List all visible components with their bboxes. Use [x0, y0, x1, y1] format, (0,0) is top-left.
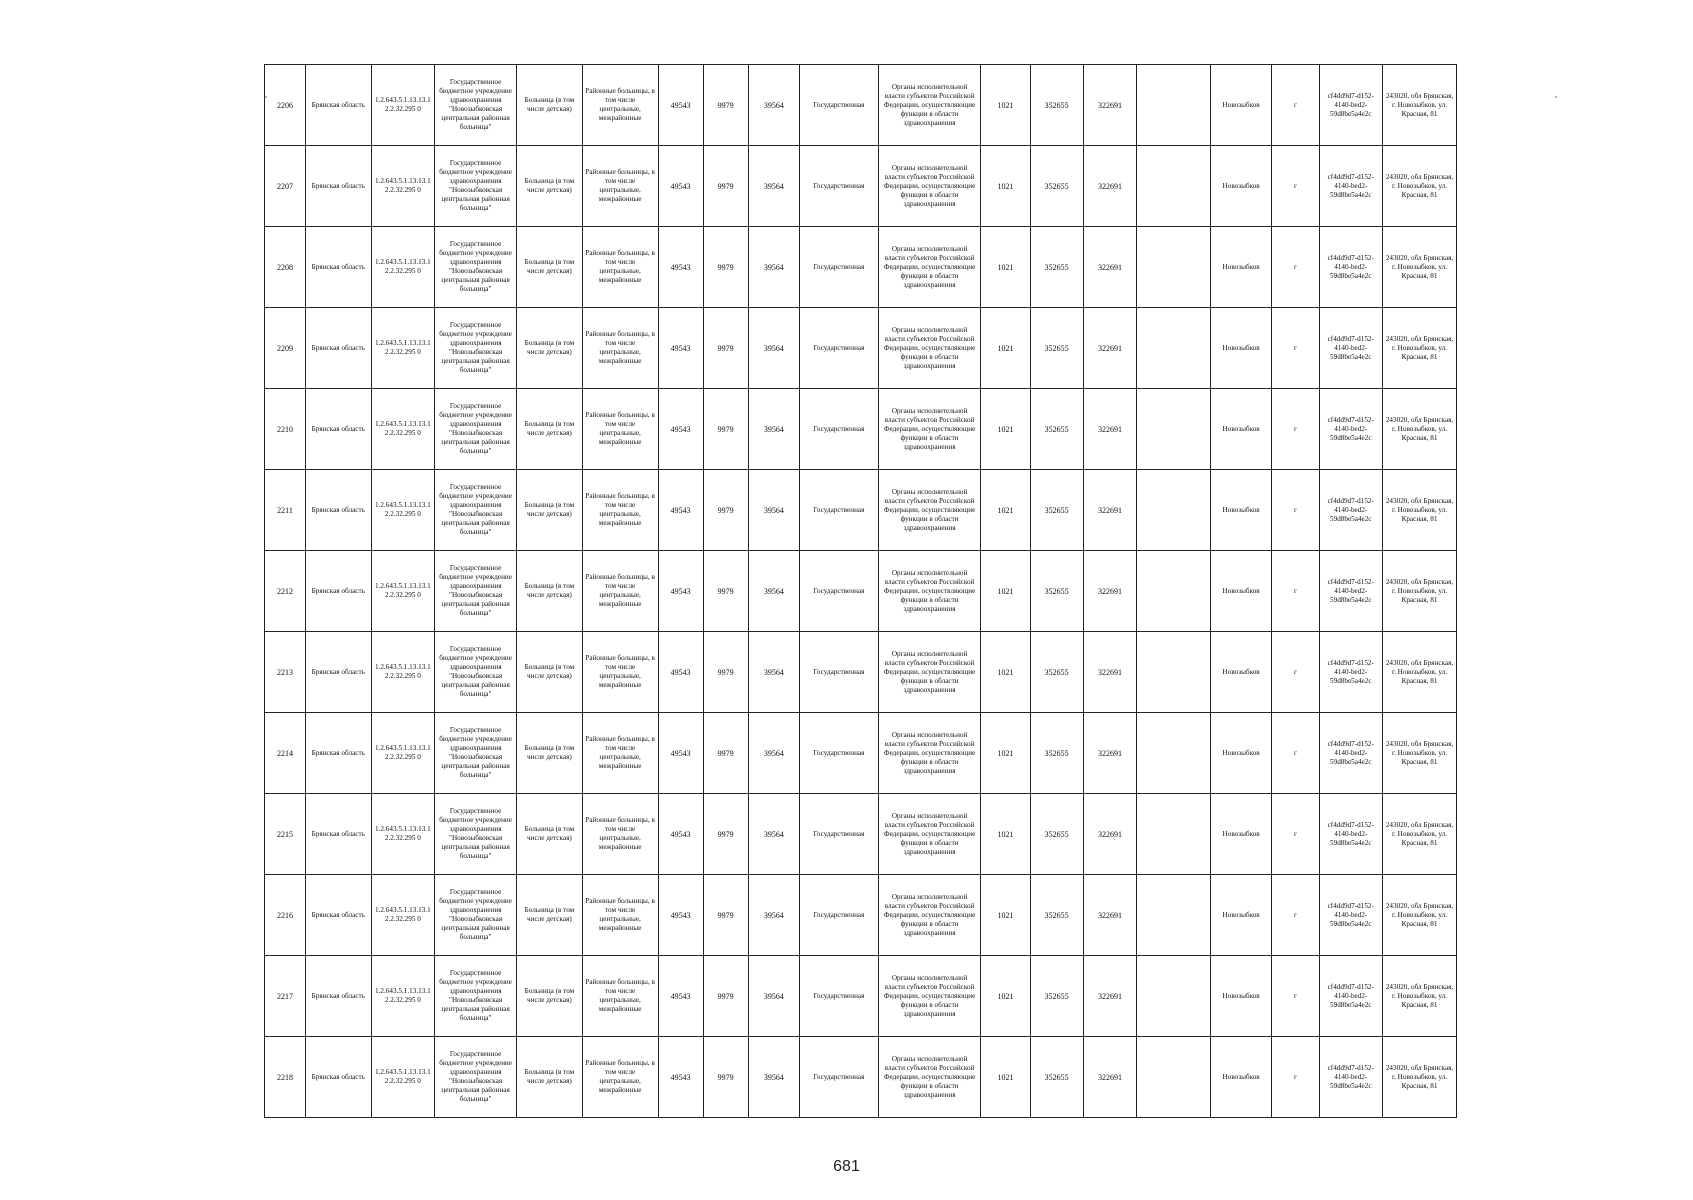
settlement-type-cell: г [1272, 713, 1319, 794]
value-cell-3: 39564 [748, 389, 799, 470]
region-cell: Брянская область [305, 956, 371, 1037]
table-row [265, 1037, 1457, 1118]
ownership-cell: Государственная [799, 65, 878, 146]
row-number: 2207 [265, 146, 306, 227]
city-cell: Новозыбков [1210, 713, 1271, 794]
settlement-type-cell: г [1272, 794, 1319, 875]
settlement-type-cell: г [1272, 956, 1319, 1037]
value-cell-4: 1021 [981, 875, 1030, 956]
facility-type-cell: Районные больницы, в том числе центральные, межрайонные [582, 551, 658, 632]
facility-type-cell: Районные больницы, в том числе центральные, межрайонные [582, 956, 658, 1037]
facility-type-cell: Районные больницы, в том числе центральные, межрайонные [582, 389, 658, 470]
authority-cell: Органы исполнительной власти субъектов Российской Федерации, осуществляющие функции в области здравоохранения [878, 551, 980, 632]
value-cell-3: 39564 [748, 65, 799, 146]
value-cell-3: 39564 [748, 470, 799, 551]
guid-cell: cf4dd9d7-d152-4140-bed2-59d8be5a4e2c [1319, 875, 1383, 956]
ownership-cell: Государственная [799, 308, 878, 389]
region-cell: Брянская область [305, 227, 371, 308]
facility-type-cell: Районные больницы, в том числе центральные, межрайонные [582, 875, 658, 956]
value-cell-1: 49543 [658, 308, 703, 389]
facility-type-cell: Районные больницы, в том числе центральные, межрайонные [582, 308, 658, 389]
region-cell: Брянская область [305, 146, 371, 227]
oid-code-cell: 1.2.643.5.1.13.13.12.2.32.295 0 [371, 389, 435, 470]
ownership-cell: Государственная [799, 956, 878, 1037]
region-cell: Брянская область [305, 632, 371, 713]
value-cell-6: 322691 [1083, 65, 1136, 146]
value-cell-6: 322691 [1083, 1037, 1136, 1118]
value-cell-1: 49543 [658, 146, 703, 227]
value-cell-6: 322691 [1083, 146, 1136, 227]
value-cell-3: 39564 [748, 551, 799, 632]
value-cell-1: 49543 [658, 794, 703, 875]
empty-cell [1137, 470, 1211, 551]
value-cell-1: 49543 [658, 227, 703, 308]
value-cell-3: 39564 [748, 1037, 799, 1118]
guid-cell: cf4dd9d7-d152-4140-bed2-59d8be5a4e2c [1319, 389, 1383, 470]
value-cell-6: 322691 [1083, 470, 1136, 551]
address-cell: 243020, обл Брянская, г. Новозыбков, ул. Красная, 81 [1383, 389, 1457, 470]
value-cell-5: 352655 [1030, 470, 1083, 551]
value-cell-3: 39564 [748, 713, 799, 794]
city-cell: Новозыбков [1210, 794, 1271, 875]
empty-cell [1137, 713, 1211, 794]
region-cell: Брянская область [305, 794, 371, 875]
settlement-type-cell: г [1272, 1037, 1319, 1118]
city-cell: Новозыбков [1210, 1037, 1271, 1118]
ownership-cell: Государственная [799, 146, 878, 227]
oid-code-cell: 1.2.643.5.1.13.13.12.2.32.295 0 [371, 227, 435, 308]
authority-cell: Органы исполнительной власти субъектов Российской Федерации, осуществляющие функции в области здравоохранения [878, 146, 980, 227]
oid-code-cell: 1.2.643.5.1.13.13.12.2.32.295 0 [371, 875, 435, 956]
settlement-type-cell: г [1272, 389, 1319, 470]
facility-type-cell: Районные больницы, в том числе центральные, межрайонные [582, 146, 658, 227]
value-cell-2: 9979 [703, 713, 748, 794]
guid-cell: cf4dd9d7-d152-4140-bed2-59d8be5a4e2c [1319, 1037, 1383, 1118]
authority-cell: Органы исполнительной власти субъектов Российской Федерации, осуществляющие функции в области здравоохранения [878, 713, 980, 794]
value-cell-2: 9979 [703, 794, 748, 875]
facility-kind-cell: Больница (в том числе детская) [517, 308, 583, 389]
authority-cell: Органы исполнительной власти субъектов Российской Федерации, осуществляющие функции в области здравоохранения [878, 470, 980, 551]
ownership-cell: Государственная [799, 470, 878, 551]
region-cell: Брянская область [305, 551, 371, 632]
scan-tick-mark: ` [1554, 96, 1559, 107]
value-cell-3: 39564 [748, 146, 799, 227]
authority-cell: Органы исполнительной власти субъектов Российской Федерации, осуществляющие функции в области здравоохранения [878, 227, 980, 308]
authority-cell: Органы исполнительной власти субъектов Российской Федерации, осуществляющие функции в области здравоохранения [878, 632, 980, 713]
row-number: 2208 [265, 227, 306, 308]
empty-cell [1137, 551, 1211, 632]
row-number: 2218 [265, 1037, 306, 1118]
registry-sheet [264, 64, 1457, 1118]
table-row [265, 956, 1457, 1037]
city-cell: Новозыбков [1210, 146, 1271, 227]
row-number: 2215 [265, 794, 306, 875]
address-cell: 243020, обл Брянская, г. Новозыбков, ул. Красная, 81 [1383, 146, 1457, 227]
value-cell-5: 352655 [1030, 65, 1083, 146]
value-cell-6: 322691 [1083, 551, 1136, 632]
value-cell-1: 49543 [658, 713, 703, 794]
empty-cell [1137, 632, 1211, 713]
guid-cell: cf4dd9d7-d152-4140-bed2-59d8be5a4e2c [1319, 713, 1383, 794]
row-number: 2210 [265, 389, 306, 470]
oid-code-cell: 1.2.643.5.1.13.13.12.2.32.295 0 [371, 65, 435, 146]
value-cell-4: 1021 [981, 308, 1030, 389]
address-cell: 243020, обл Брянская, г. Новозыбков, ул. Красная, 81 [1383, 1037, 1457, 1118]
city-cell: Новозыбков [1210, 632, 1271, 713]
guid-cell: cf4dd9d7-d152-4140-bed2-59d8be5a4e2c [1319, 794, 1383, 875]
oid-code-cell: 1.2.643.5.1.13.13.12.2.32.295 0 [371, 713, 435, 794]
facility-type-cell: Районные больницы, в том числе центральные, межрайонные [582, 632, 658, 713]
organization-name-cell: Государственное бюджетное учреждение здравоохранения "Новозыбковская центральная районная больница" [435, 470, 517, 551]
value-cell-1: 49543 [658, 65, 703, 146]
organization-name-cell: Государственное бюджетное учреждение здравоохранения "Новозыбковская центральная районная больница" [435, 794, 517, 875]
empty-cell [1137, 794, 1211, 875]
empty-cell [1137, 65, 1211, 146]
value-cell-3: 39564 [748, 227, 799, 308]
settlement-type-cell: г [1272, 551, 1319, 632]
row-number: 2214 [265, 713, 306, 794]
guid-cell: cf4dd9d7-d152-4140-bed2-59d8be5a4e2c [1319, 551, 1383, 632]
facility-kind-cell: Больница (в том числе детская) [517, 389, 583, 470]
table-row [265, 794, 1457, 875]
value-cell-6: 322691 [1083, 956, 1136, 1037]
value-cell-6: 322691 [1083, 632, 1136, 713]
city-cell: Новозыбков [1210, 65, 1271, 146]
value-cell-4: 1021 [981, 956, 1030, 1037]
city-cell: Новозыбков [1210, 470, 1271, 551]
guid-cell: cf4dd9d7-d152-4140-bed2-59d8be5a4e2c [1319, 956, 1383, 1037]
settlement-type-cell: г [1272, 632, 1319, 713]
facility-type-cell: Районные больницы, в том числе центральные, межрайонные [582, 65, 658, 146]
settlement-type-cell: г [1272, 146, 1319, 227]
table-row [265, 632, 1457, 713]
facility-type-cell: Районные больницы, в том числе центральные, межрайонные [582, 470, 658, 551]
city-cell: Новозыбков [1210, 227, 1271, 308]
empty-cell [1137, 146, 1211, 227]
value-cell-4: 1021 [981, 713, 1030, 794]
value-cell-4: 1021 [981, 146, 1030, 227]
row-number: 2209 [265, 308, 306, 389]
organization-name-cell: Государственное бюджетное учреждение здравоохранения "Новозыбковская центральная районная больница" [435, 713, 517, 794]
table-row [265, 551, 1457, 632]
organization-name-cell: Государственное бюджетное учреждение здравоохранения "Новозыбковская центральная районная больница" [435, 632, 517, 713]
value-cell-4: 1021 [981, 65, 1030, 146]
value-cell-5: 352655 [1030, 632, 1083, 713]
settlement-type-cell: г [1272, 227, 1319, 308]
address-cell: 243020, обл Брянская, г. Новозыбков, ул. Красная, 81 [1383, 956, 1457, 1037]
value-cell-6: 322691 [1083, 875, 1136, 956]
value-cell-4: 1021 [981, 227, 1030, 308]
value-cell-5: 352655 [1030, 875, 1083, 956]
facility-kind-cell: Больница (в том числе детская) [517, 227, 583, 308]
row-number: 2211 [265, 470, 306, 551]
empty-cell [1137, 1037, 1211, 1118]
oid-code-cell: 1.2.643.5.1.13.13.12.2.32.295 0 [371, 470, 435, 551]
organization-name-cell: Государственное бюджетное учреждение здравоохранения "Новозыбковская центральная районная больница" [435, 308, 517, 389]
registry-body [265, 65, 1457, 1118]
region-cell: Брянская область [305, 65, 371, 146]
facility-kind-cell: Больница (в том числе детская) [517, 632, 583, 713]
value-cell-2: 9979 [703, 389, 748, 470]
table-row [265, 308, 1457, 389]
table-row [265, 227, 1457, 308]
scan-tick-mark: ` [264, 96, 269, 107]
value-cell-1: 49543 [658, 956, 703, 1037]
value-cell-1: 49543 [658, 1037, 703, 1118]
city-cell: Новозыбков [1210, 875, 1271, 956]
empty-cell [1137, 875, 1211, 956]
value-cell-3: 39564 [748, 794, 799, 875]
table-row [265, 875, 1457, 956]
value-cell-6: 322691 [1083, 713, 1136, 794]
facility-kind-cell: Больница (в том числе детская) [517, 551, 583, 632]
value-cell-5: 352655 [1030, 713, 1083, 794]
authority-cell: Органы исполнительной власти субъектов Российской Федерации, осуществляющие функции в области здравоохранения [878, 308, 980, 389]
value-cell-5: 352655 [1030, 389, 1083, 470]
table-row [265, 470, 1457, 551]
region-cell: Брянская область [305, 389, 371, 470]
authority-cell: Органы исполнительной власти субъектов Российской Федерации, осуществляющие функции в области здравоохранения [878, 794, 980, 875]
value-cell-5: 352655 [1030, 146, 1083, 227]
guid-cell: cf4dd9d7-d152-4140-bed2-59d8be5a4e2c [1319, 632, 1383, 713]
city-cell: Новозыбков [1210, 551, 1271, 632]
authority-cell: Органы исполнительной власти субъектов Российской Федерации, осуществляющие функции в области здравоохранения [878, 875, 980, 956]
authority-cell: Органы исполнительной власти субъектов Российской Федерации, осуществляющие функции в области здравоохранения [878, 389, 980, 470]
oid-code-cell: 1.2.643.5.1.13.13.12.2.32.295 0 [371, 632, 435, 713]
facility-kind-cell: Больница (в том числе детская) [517, 713, 583, 794]
ownership-cell: Государственная [799, 632, 878, 713]
table-row [265, 65, 1457, 146]
ownership-cell: Государственная [799, 875, 878, 956]
facility-kind-cell: Больница (в том числе детская) [517, 65, 583, 146]
settlement-type-cell: г [1272, 308, 1319, 389]
oid-code-cell: 1.2.643.5.1.13.13.12.2.32.295 0 [371, 1037, 435, 1118]
empty-cell [1137, 389, 1211, 470]
oid-code-cell: 1.2.643.5.1.13.13.12.2.32.295 0 [371, 146, 435, 227]
authority-cell: Органы исполнительной власти субъектов Российской Федерации, осуществляющие функции в области здравоохранения [878, 956, 980, 1037]
address-cell: 243020, обл Брянская, г. Новозыбков, ул. Красная, 81 [1383, 713, 1457, 794]
value-cell-2: 9979 [703, 956, 748, 1037]
city-cell: Новозыбков [1210, 956, 1271, 1037]
ownership-cell: Государственная [799, 794, 878, 875]
organization-name-cell: Государственное бюджетное учреждение здравоохранения "Новозыбковская центральная районная больница" [435, 146, 517, 227]
ownership-cell: Государственная [799, 1037, 878, 1118]
value-cell-5: 352655 [1030, 1037, 1083, 1118]
facility-kind-cell: Больница (в том числе детская) [517, 146, 583, 227]
organization-name-cell: Государственное бюджетное учреждение здравоохранения "Новозыбковская центральная районная больница" [435, 389, 517, 470]
oid-code-cell: 1.2.643.5.1.13.13.12.2.32.295 0 [371, 308, 435, 389]
address-cell: 243020, обл Брянская, г. Новозыбков, ул. Красная, 81 [1383, 65, 1457, 146]
value-cell-4: 1021 [981, 794, 1030, 875]
value-cell-3: 39564 [748, 956, 799, 1037]
value-cell-1: 49543 [658, 470, 703, 551]
value-cell-1: 49543 [658, 632, 703, 713]
organization-name-cell: Государственное бюджетное учреждение здравоохранения "Новозыбковская центральная районная больница" [435, 65, 517, 146]
value-cell-2: 9979 [703, 875, 748, 956]
facility-kind-cell: Больница (в том числе детская) [517, 794, 583, 875]
region-cell: Брянская область [305, 1037, 371, 1118]
value-cell-6: 322691 [1083, 794, 1136, 875]
facility-kind-cell: Больница (в том числе детская) [517, 875, 583, 956]
table-row [265, 146, 1457, 227]
value-cell-1: 49543 [658, 551, 703, 632]
value-cell-2: 9979 [703, 470, 748, 551]
region-cell: Брянская область [305, 875, 371, 956]
table-row [265, 389, 1457, 470]
value-cell-2: 9979 [703, 227, 748, 308]
value-cell-4: 1021 [981, 632, 1030, 713]
row-number: 2213 [265, 632, 306, 713]
organization-name-cell: Государственное бюджетное учреждение здравоохранения "Новозыбковская центральная районная больница" [435, 551, 517, 632]
settlement-type-cell: г [1272, 470, 1319, 551]
ownership-cell: Государственная [799, 713, 878, 794]
address-cell: 243020, обл Брянская, г. Новозыбков, ул. Красная, 81 [1383, 308, 1457, 389]
table-row [265, 713, 1457, 794]
address-cell: 243020, обл Брянская, г. Новозыбков, ул. Красная, 81 [1383, 470, 1457, 551]
ownership-cell: Государственная [799, 227, 878, 308]
guid-cell: cf4dd9d7-d152-4140-bed2-59d8be5a4e2c [1319, 146, 1383, 227]
empty-cell [1137, 308, 1211, 389]
value-cell-3: 39564 [748, 308, 799, 389]
address-cell: 243020, обл Брянская, г. Новозыбков, ул. Красная, 81 [1383, 632, 1457, 713]
ownership-cell: Государственная [799, 389, 878, 470]
region-cell: Брянская область [305, 713, 371, 794]
authority-cell: Органы исполнительной власти субъектов Российской Федерации, осуществляющие функции в области здравоохранения [878, 65, 980, 146]
organization-name-cell: Государственное бюджетное учреждение здравоохранения "Новозыбковская центральная районная больница" [435, 956, 517, 1037]
oid-code-cell: 1.2.643.5.1.13.13.12.2.32.295 0 [371, 956, 435, 1037]
facility-type-cell: Районные больницы, в том числе центральные, межрайонные [582, 794, 658, 875]
value-cell-4: 1021 [981, 551, 1030, 632]
ownership-cell: Государственная [799, 551, 878, 632]
facility-kind-cell: Больница (в том числе детская) [517, 1037, 583, 1118]
value-cell-2: 9979 [703, 65, 748, 146]
facility-type-cell: Районные больницы, в том числе центральные, межрайонные [582, 713, 658, 794]
city-cell: Новозыбков [1210, 308, 1271, 389]
facility-kind-cell: Больница (в том числе детская) [517, 956, 583, 1037]
guid-cell: cf4dd9d7-d152-4140-bed2-59d8be5a4e2c [1319, 65, 1383, 146]
value-cell-1: 49543 [658, 875, 703, 956]
value-cell-5: 352655 [1030, 794, 1083, 875]
address-cell: 243020, обл Брянская, г. Новозыбков, ул. Красная, 81 [1383, 794, 1457, 875]
value-cell-4: 1021 [981, 470, 1030, 551]
organization-name-cell: Государственное бюджетное учреждение здравоохранения "Новозыбковская центральная районная больница" [435, 875, 517, 956]
row-number: 2217 [265, 956, 306, 1037]
facility-type-cell: Районные больницы, в том числе центральные, межрайонные [582, 1037, 658, 1118]
row-number: 2212 [265, 551, 306, 632]
row-number: 2216 [265, 875, 306, 956]
city-cell: Новозыбков [1210, 389, 1271, 470]
value-cell-2: 9979 [703, 146, 748, 227]
empty-cell [1137, 227, 1211, 308]
guid-cell: cf4dd9d7-d152-4140-bed2-59d8be5a4e2c [1319, 308, 1383, 389]
value-cell-2: 9979 [703, 308, 748, 389]
organization-name-cell: Государственное бюджетное учреждение здравоохранения "Новозыбковская центральная районная больница" [435, 1037, 517, 1118]
facility-kind-cell: Больница (в том числе детская) [517, 470, 583, 551]
address-cell: 243020, обл Брянская, г. Новозыбков, ул. Красная, 81 [1383, 551, 1457, 632]
oid-code-cell: 1.2.643.5.1.13.13.12.2.32.295 0 [371, 794, 435, 875]
settlement-type-cell: г [1272, 65, 1319, 146]
value-cell-5: 352655 [1030, 956, 1083, 1037]
address-cell: 243020, обл Брянская, г. Новозыбков, ул. Красная, 81 [1383, 227, 1457, 308]
row-number: 2206 [265, 65, 306, 146]
value-cell-2: 9979 [703, 551, 748, 632]
value-cell-5: 352655 [1030, 227, 1083, 308]
value-cell-1: 49543 [658, 389, 703, 470]
region-cell: Брянская область [305, 470, 371, 551]
value-cell-5: 352655 [1030, 308, 1083, 389]
value-cell-6: 322691 [1083, 227, 1136, 308]
page-number: 681 [833, 1158, 860, 1175]
value-cell-3: 39564 [748, 632, 799, 713]
empty-cell [1137, 956, 1211, 1037]
value-cell-4: 1021 [981, 389, 1030, 470]
settlement-type-cell: г [1272, 875, 1319, 956]
value-cell-4: 1021 [981, 1037, 1030, 1118]
authority-cell: Органы исполнительной власти субъектов Российской Федерации, осуществляющие функции в области здравоохранения [878, 1037, 980, 1118]
guid-cell: cf4dd9d7-d152-4140-bed2-59d8be5a4e2c [1319, 470, 1383, 551]
facility-type-cell: Районные больницы, в том числе центральные, межрайонные [582, 227, 658, 308]
organization-name-cell: Государственное бюджетное учреждение здравоохранения "Новозыбковская центральная районная больница" [435, 227, 517, 308]
address-cell: 243020, обл Брянская, г. Новозыбков, ул. Красная, 81 [1383, 875, 1457, 956]
value-cell-3: 39564 [748, 875, 799, 956]
value-cell-2: 9979 [703, 1037, 748, 1118]
oid-code-cell: 1.2.643.5.1.13.13.12.2.32.295 0 [371, 551, 435, 632]
value-cell-2: 9979 [703, 632, 748, 713]
value-cell-5: 352655 [1030, 551, 1083, 632]
value-cell-6: 322691 [1083, 308, 1136, 389]
guid-cell: cf4dd9d7-d152-4140-bed2-59d8be5a4e2c [1319, 227, 1383, 308]
value-cell-6: 322691 [1083, 389, 1136, 470]
registry-table [264, 64, 1457, 1118]
region-cell: Брянская область [305, 308, 371, 389]
